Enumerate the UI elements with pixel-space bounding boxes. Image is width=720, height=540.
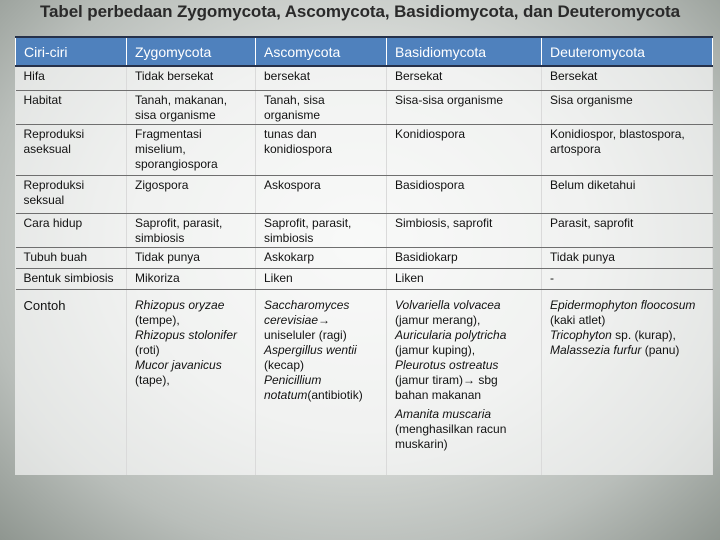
table-cell <box>256 290 387 476</box>
table-cell: Hifa <box>16 66 127 91</box>
cell-text: Saprofit, parasit, simbiosis <box>135 216 223 245</box>
table-cell: Bersekat <box>387 66 542 91</box>
example-note: (jamur kuping), <box>395 343 476 357</box>
example-note: (kaki atlet) <box>550 313 606 327</box>
comparison-table <box>15 36 713 475</box>
example-entry <box>135 298 247 313</box>
species-name: Rhizopus oryzae <box>135 298 225 312</box>
table-cell: Reproduksi aseksual <box>16 125 127 176</box>
species-name: Aspergillus wentii <box>264 343 357 357</box>
table-row-contoh <box>16 290 713 476</box>
species-name: Tricophyton <box>550 328 612 342</box>
table-cell: Fragmentasi miselium, sporangiospora <box>127 125 256 176</box>
species-name: Auricularia polytricha <box>395 328 507 342</box>
table-cell: Tidak punya <box>542 248 713 269</box>
header-ciri-ciri: Ciri-ciri <box>16 37 127 66</box>
header-basidiomycota: Basidiomycota <box>387 37 542 66</box>
example-note: (tempe), <box>135 313 180 327</box>
table-cell: Liken <box>387 269 542 290</box>
table-cell: Contoh <box>16 290 127 476</box>
table-row-reproduksi-aseksual <box>16 125 713 176</box>
example-note: (menghasilkan racun muskarin) <box>395 422 507 451</box>
table-cell <box>542 290 713 476</box>
table-cell: Cara hidup <box>16 214 127 248</box>
table-cell: Bentuk simbiosis <box>16 269 127 290</box>
species-name: Volvariella volvacea <box>395 298 501 312</box>
example-note: (jamur merang), <box>395 313 481 327</box>
example-note: uniseluler (ragi) <box>264 328 347 342</box>
table-row-hifa <box>16 66 713 91</box>
table-cell <box>256 91 387 125</box>
arrow-icon: → <box>318 313 331 327</box>
table-cell: Basidiospora <box>387 176 542 214</box>
species-name: Rhizopus stolonifer <box>135 328 238 342</box>
example-note: (roti) <box>135 343 160 357</box>
table-cell: Reproduksi seksual <box>16 176 127 214</box>
table-cell <box>127 91 256 125</box>
species-name: Malassezia furfur <box>550 343 642 357</box>
table-cell: Simbiosis, saprofit <box>387 214 542 248</box>
example-note: sp. <box>611 328 632 342</box>
species-name: Penicillium notatum <box>264 373 322 402</box>
table-cell: Konidiospora <box>387 125 542 176</box>
example-note: (kurap), <box>631 328 676 342</box>
example-entry <box>135 358 247 373</box>
table-cell <box>256 214 387 248</box>
table-cell: Habitat <box>16 91 127 125</box>
header-zygomycota: Zygomycota <box>127 37 256 66</box>
table-cell: Mikoriza <box>127 269 256 290</box>
species-name: Amanita muscaria <box>395 407 492 421</box>
table-row-cara-hidup <box>16 214 713 248</box>
table-cell: Belum diketahui <box>542 176 713 214</box>
page-title: Tabel perbedaan Zygomycota, Ascomycota, Basidiomycota, dan Deuteromycota <box>40 2 680 21</box>
species-name: Epidermophyton floocosum <box>550 298 696 312</box>
table-cell <box>387 290 542 476</box>
table-cell: Bersekat <box>542 66 713 91</box>
example-note: (tape), <box>135 373 170 387</box>
table-cell: Sisa-sisa organisme <box>387 91 542 125</box>
table-cell: Askokarp <box>256 248 387 269</box>
table-cell: Basidiokarp <box>387 248 542 269</box>
example-entry <box>550 343 704 358</box>
table-row-tubuh-buah <box>16 248 713 269</box>
example-note: (antibiotik) <box>307 388 363 402</box>
example-note: (kecap) <box>264 358 305 372</box>
table-header-row <box>16 37 713 66</box>
table-cell <box>127 214 256 248</box>
table-cell: Parasit, saprofit <box>542 214 713 248</box>
table-row-bentuk-simbiosis <box>16 269 713 290</box>
species-name: Mucor javanicus <box>135 358 222 372</box>
table-cell: Tidak punya <box>127 248 256 269</box>
table-cell: tunas dan konidiospora <box>256 125 387 176</box>
cell-text: Saprofit, parasit, simbiosis <box>264 216 352 245</box>
table-cell: Tubuh buah <box>16 248 127 269</box>
table-cell: Liken <box>256 269 387 290</box>
table-cell: Sisa organisme <box>542 91 713 125</box>
table-row-reproduksi-seksual <box>16 176 713 214</box>
table-cell: - <box>542 269 713 290</box>
table-row-habitat <box>16 91 713 125</box>
table-cell: Askospora <box>256 176 387 214</box>
example-entry <box>135 328 247 343</box>
example-note: (jamur tiram)→ sbg bahan makanan <box>395 373 498 402</box>
example-entry <box>550 328 704 343</box>
header-deuteromycota: Deuteromycota <box>542 37 713 66</box>
cell-text: Tanah, makanan, sisa organisme <box>135 93 228 122</box>
table-cell: bersekat <box>256 66 387 91</box>
table-cell: Zigospora <box>127 176 256 214</box>
header-ascomycota: Ascomycota <box>256 37 387 66</box>
species-name: Pleurotus ostreatus <box>395 358 499 372</box>
example-note: (panu) <box>644 343 680 357</box>
species-name: Saccharomyces cerevisiae <box>264 298 350 327</box>
cell-text: Tanah, sisa organisme <box>264 93 325 122</box>
table-cell <box>127 290 256 476</box>
table-cell: Tidak bersekat <box>127 66 256 91</box>
table-cell: Konidiospor, blastospora, artospora <box>542 125 713 176</box>
